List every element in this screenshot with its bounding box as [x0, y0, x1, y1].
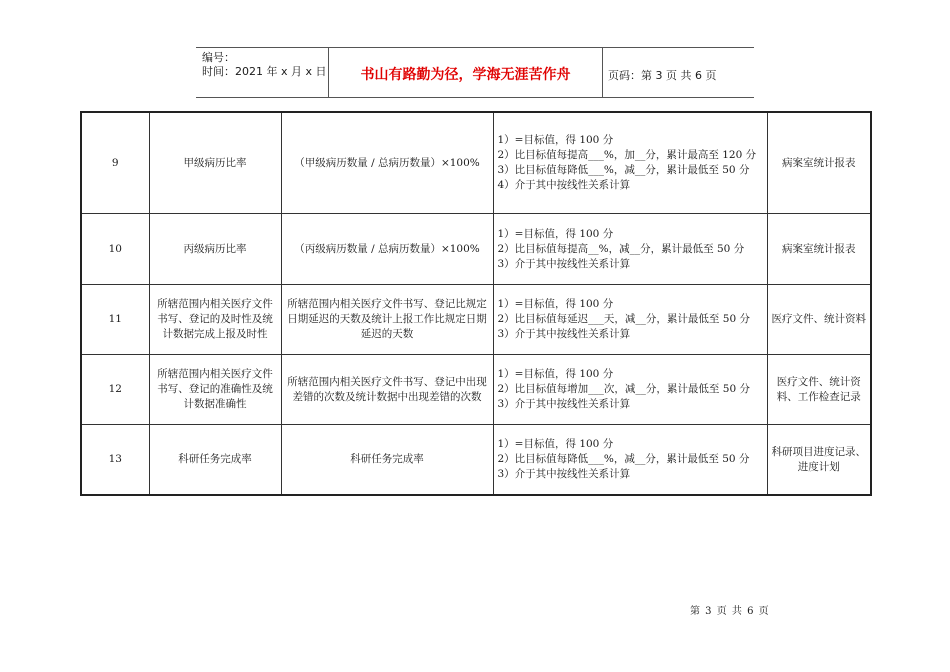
scoring-rule-line: 3）介于其中按线性关系计算: [497, 398, 631, 410]
scoring-rule-line: 3）介于其中按线性关系计算: [497, 468, 631, 480]
row-number: 10: [81, 214, 149, 285]
page-header: [196, 47, 754, 98]
indicator-table: [80, 111, 872, 496]
indicator-formula: 科研任务完成率: [281, 425, 493, 496]
table-row: [81, 112, 871, 214]
scoring-rule-line: 2）比目标值每提高___%，加__分，累计最高至 120 分: [497, 149, 757, 161]
indicator-formula: （甲级病历数量 / 总病历数量）×100%: [281, 112, 493, 214]
table-row: [81, 285, 871, 355]
indicator-formula: 所辖范围内相关医疗文件书写、登记比规定日期延迟的天数及统计上报工作比规定日期延迟的天数: [281, 285, 493, 355]
scoring-rule-line: 2）比目标值每延迟___天，减__分，累计最低至 50 分: [497, 313, 750, 325]
indicator-table-body: [81, 112, 871, 495]
row-number: 13: [81, 425, 149, 496]
data-source: 科研项目进度记录、进度计划: [767, 425, 871, 496]
table-row: [81, 355, 871, 425]
scoring-rule-line: 2）比目标值每增加___次，减__分，累计最低至 50 分: [497, 383, 750, 395]
scoring-rule-line: 2）比目标值每降低___%，减__分，累计最低至 50 分: [497, 453, 750, 465]
scoring-rule-line: 3）介于其中按线性关系计算: [497, 328, 631, 340]
code-label: 编号：: [202, 51, 235, 64]
scoring-rules: [493, 285, 767, 355]
data-source: 病案室统计报表: [767, 112, 871, 214]
indicator-formula: 所辖范围内相关医疗文件书写、登记中出现差错的次数及统计数据中出现差错的次数: [281, 355, 493, 425]
scoring-rules: [493, 355, 767, 425]
scoring-rule-line: 1）=目标值，得 100 分: [497, 298, 614, 310]
indicator-name: 所辖范围内相关医疗文件书写、登记的准确性及统计数据准确性: [149, 355, 281, 425]
header-divider: [602, 48, 603, 97]
scoring-rule-line: 4）介于其中按线性关系计算: [497, 179, 631, 191]
table-row: [81, 425, 871, 496]
scoring-rule-line: 1）=目标值，得 100 分: [497, 134, 614, 146]
row-number: 12: [81, 355, 149, 425]
indicator-formula: （丙级病历数量 / 总病历数量）×100%: [281, 214, 493, 285]
indicator-name: 所辖范围内相关医疗文件书写、登记的及时性及统计数据完成上报及时性: [149, 285, 281, 355]
scoring-rules: [493, 214, 767, 285]
scoring-rule-line: 1）=目标值，得 100 分: [497, 368, 614, 380]
header-motto: 书山有路勤为径，学海无涯苦作舟: [360, 67, 571, 83]
scoring-rule-line: 2）比目标值每提高__%，减__分，累计最低至 50 分: [497, 242, 745, 255]
footer-page-number: 第 3 页 共 6 页: [690, 606, 770, 617]
scoring-rule-line: 3）介于其中按线性关系计算: [497, 257, 631, 270]
header-page-number: 页码：第 3 页 共 6 页: [608, 69, 717, 82]
header-meta: [202, 51, 327, 79]
time-label: 时间：2021 年 x 月 x 日: [202, 65, 327, 78]
table-row: [81, 214, 871, 285]
indicator-name: 甲级病历比率: [149, 112, 281, 214]
indicator-name: 科研任务完成率: [149, 425, 281, 496]
scoring-rules: [493, 112, 767, 214]
indicator-name: 丙级病历比率: [149, 214, 281, 285]
row-number: 9: [81, 112, 149, 214]
row-number: 11: [81, 285, 149, 355]
data-source: 医疗文件、统计资料、工作检查记录: [767, 355, 871, 425]
scoring-rules: [493, 425, 767, 496]
data-source: 病案室统计报表: [767, 214, 871, 285]
scoring-rule-line: 1）=目标值，得 100 分: [497, 227, 614, 240]
data-source: 医疗文件、统计资料: [767, 285, 871, 355]
scoring-rule-line: 3）比目标值每降低___%，减__分，累计最低至 50 分: [497, 164, 750, 176]
scoring-rule-line: 1）=目标值，得 100 分: [497, 438, 614, 450]
